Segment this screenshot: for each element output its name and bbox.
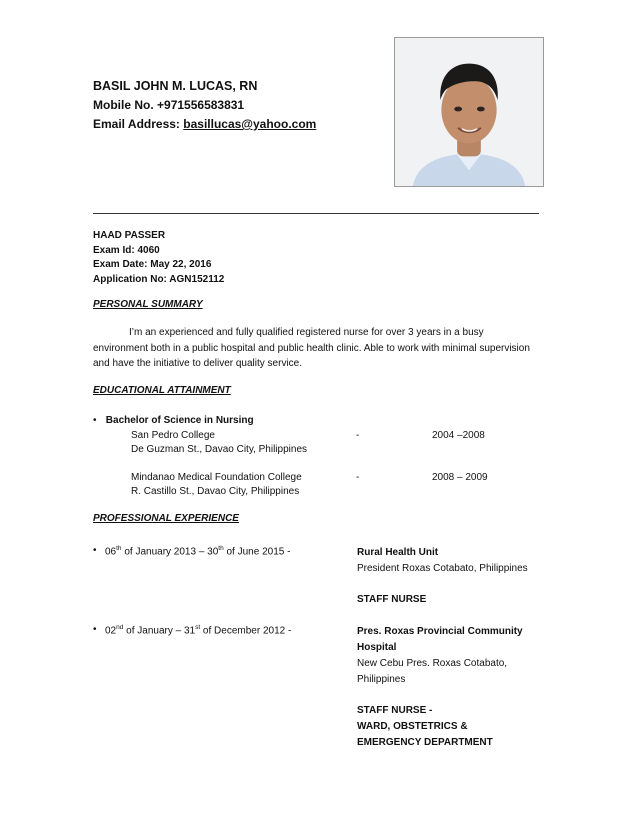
experience-details <box>357 624 542 751</box>
degree: Bachelor of Science in Nursing <box>105 415 254 426</box>
degree-line <box>93 414 543 429</box>
school-years: 2008 – 2009 <box>432 471 488 483</box>
school-address: R. Castillo St., Davao City, Philippines <box>131 486 300 497</box>
position-title: WARD, OBSTETRICS & <box>357 721 468 732</box>
mobile-line <box>93 96 316 115</box>
employer-name: Rural Health Unit <box>357 547 439 558</box>
haad-exam-date: Exam Date: May 22, 2016 <box>93 259 212 270</box>
haad-section <box>93 229 224 287</box>
email-label: Email Address: <box>93 117 180 131</box>
education-section <box>93 414 543 500</box>
bullet: • <box>93 545 97 556</box>
contact-header <box>93 77 316 134</box>
employer-location: New Cebu Pres. Roxas Cotabato, Philippines <box>357 658 508 685</box>
employer-location: President Roxas Cotabato, Philippines <box>357 563 528 574</box>
email-link[interactable]: basillucas@yahoo.com <box>183 117 317 131</box>
experience-details <box>357 545 542 608</box>
bullet: • <box>93 624 97 635</box>
personal-summary-heading: PERSONAL SUMMARY <box>93 299 203 310</box>
school-dash: - <box>356 429 360 441</box>
position-title: STAFF NURSE <box>357 594 427 605</box>
school-address: De Guzman St., Davao City, Philippines <box>131 444 308 455</box>
haad-exam-id: Exam Id: 4060 <box>93 244 160 256</box>
school-dash: - <box>356 471 360 483</box>
experience-dates: 06th of January 2013 – 30th of June 2015 - <box>105 545 291 558</box>
haad-application-no: Application No: AGN152112 <box>93 273 225 285</box>
separator-line <box>93 213 539 214</box>
employer-name: Pres. Roxas Provincial Community Hospital <box>357 626 523 653</box>
mobile-number: +971556583831 <box>157 98 245 112</box>
education-heading: EDUCATIONAL ATTAINMENT <box>93 385 231 396</box>
applicant-name: BASIL JOHN M. LUCAS, RN <box>93 79 258 93</box>
school-name: San Pedro College <box>131 429 215 441</box>
position-title: EMERGENCY DEPARTMENT <box>357 737 493 748</box>
school-years: 2004 –2008 <box>432 429 485 441</box>
profile-photo <box>394 37 544 187</box>
email-line <box>93 115 316 134</box>
bullet: • <box>93 415 97 426</box>
experience-dates: 02nd of January – 31st of December 2012 - <box>105 624 292 637</box>
mobile-label: Mobile No. <box>93 98 154 112</box>
summary-body: I’m an experienced and fully qualified registered nurse for over 3 years in a busy environment both in a public hospital and public health clinic. Able to work with minimal supervision and have the initiative to deliver quality service. <box>93 327 530 369</box>
school-entry <box>131 471 543 500</box>
personal-summary-text <box>93 325 538 372</box>
haad-title: HAAD PASSER <box>93 230 166 241</box>
experience-heading: PROFESSIONAL EXPERIENCE <box>93 513 239 524</box>
position-title: STAFF NURSE - <box>357 705 433 716</box>
school-name: Mindanao Medical Foundation College <box>131 471 302 483</box>
school-entry <box>131 429 543 458</box>
